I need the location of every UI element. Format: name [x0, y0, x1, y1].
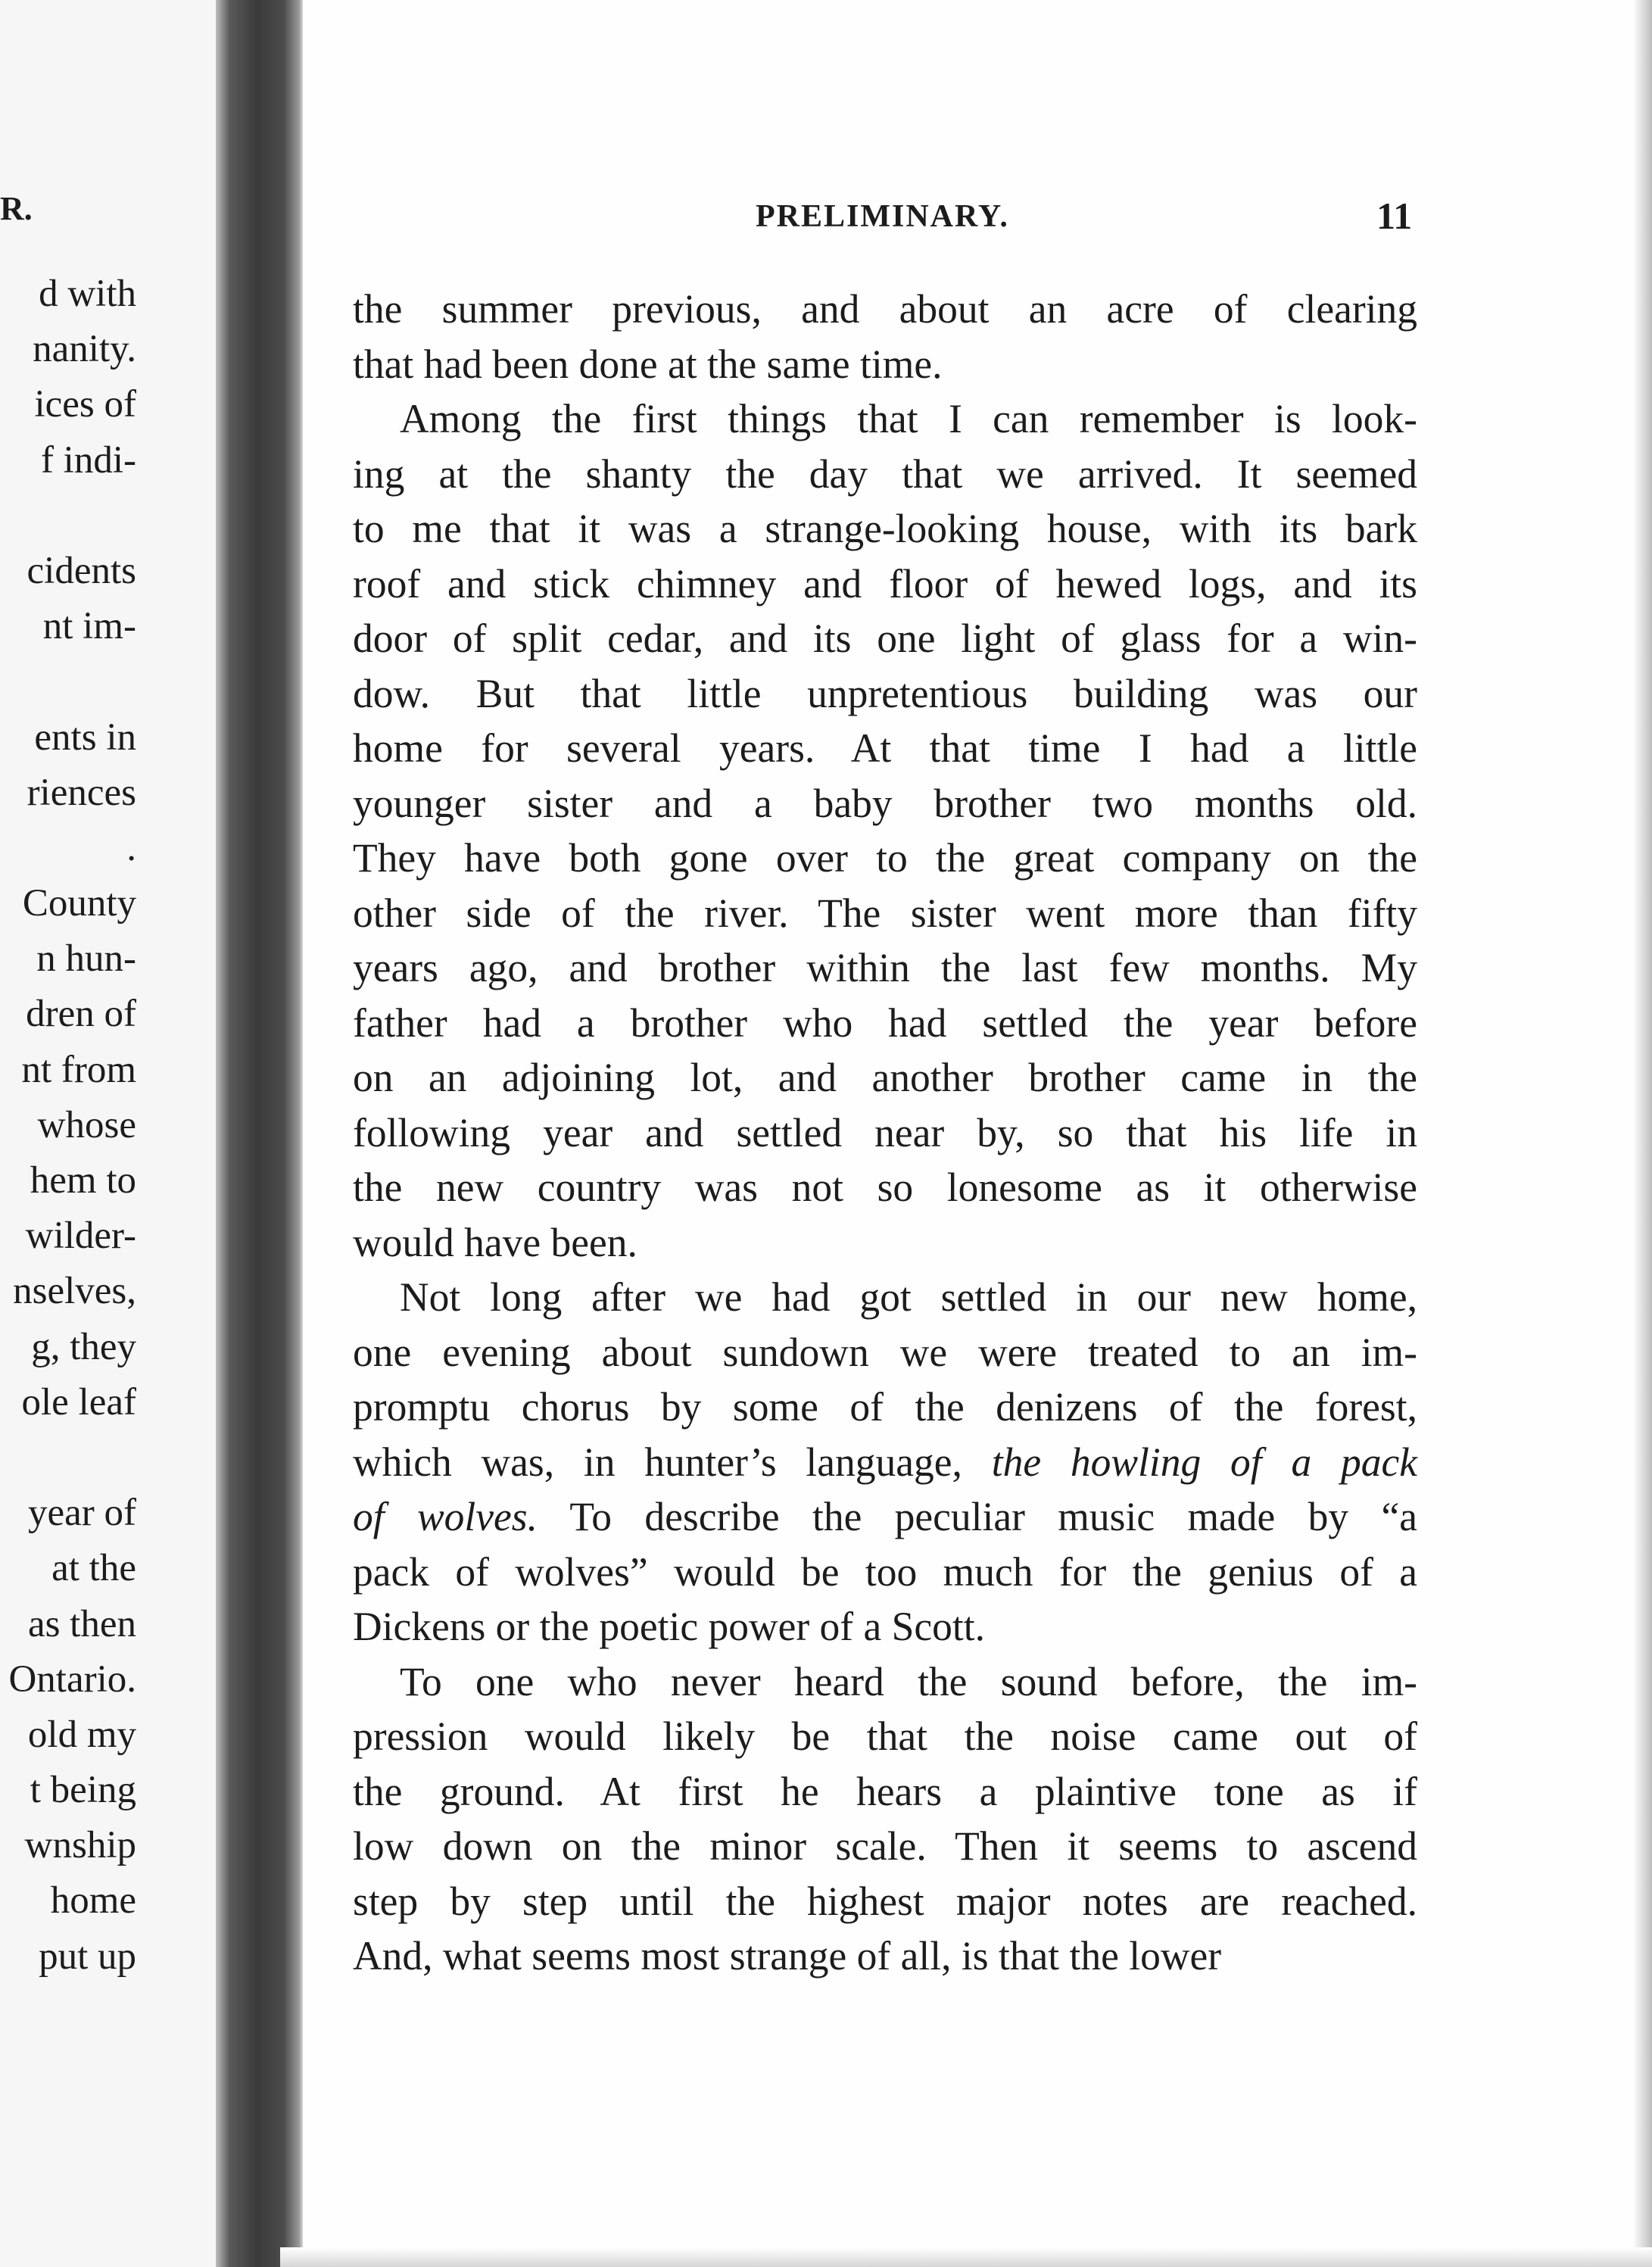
paragraph	[353, 1270, 1417, 1654]
left-page-line: g, they	[31, 1325, 136, 1368]
left-page-line: whose	[37, 1103, 136, 1146]
text-line: following year and settled near by, so that his life in	[353, 1109, 1417, 1155]
text-line: pack of wolves” would be too much for the genius of a	[353, 1548, 1417, 1595]
text-line: younger sister and a baby brother two months old.	[353, 780, 1417, 826]
text-line: pression would likely be that the noise came out of	[353, 1714, 1417, 1759]
text-line: step by step until the highest major notes are reached.	[353, 1878, 1417, 1924]
text-line: the new country was not so lonesome as it otherwise	[353, 1165, 1417, 1210]
left-page-line: ices of	[34, 383, 136, 426]
left-page-line	[0, 488, 136, 544]
book-gutter	[216, 0, 303, 2267]
left-page-line: n hun-	[36, 937, 136, 981]
left-page-text	[0, 267, 136, 1985]
text-line: Not long after we had got settled in our new home,	[400, 1274, 1417, 1320]
left-page-line: f indi-	[40, 438, 136, 482]
text-line: one evening about sundown we were treated to an im-	[353, 1329, 1417, 1375]
text-line: other side of the river. The sister went more than fifty	[353, 890, 1417, 936]
paragraph	[353, 391, 1417, 1270]
running-head: PRELIMINARY.	[756, 199, 1009, 234]
text-line: And, what seems most strange of all, is that the lower	[353, 1933, 1222, 1979]
text-line: roof and stick chimney and floor of hewed logs, and its	[353, 560, 1417, 607]
left-page-line: .	[126, 826, 136, 869]
page-bottom-shadow	[280, 2247, 1652, 2267]
text-line: low down on the minor scale. Then it seems to ascend	[353, 1823, 1417, 1869]
text-line: would have been.	[353, 1219, 637, 1265]
text-line: the summer previous, and about an acre of clearing	[353, 286, 1417, 332]
body-text	[353, 282, 1417, 1984]
left-page-line: nselves,	[13, 1270, 136, 1313]
left-page-line: nt from	[21, 1048, 136, 1091]
page-edge-shadow	[1632, 0, 1652, 2267]
left-page-line: at the	[51, 1547, 136, 1590]
left-page-line: wnship	[24, 1824, 136, 1867]
left-page-line: nt im-	[42, 605, 136, 648]
left-page-line	[0, 1430, 136, 1486]
text-line: years ago, and brother within the last few months. My	[353, 945, 1417, 990]
paragraph	[353, 1654, 1417, 1984]
text-line: To one who never heard the sound before, the im-	[400, 1658, 1417, 1704]
left-page-line: year of	[28, 1492, 136, 1535]
left-page-line: cidents	[26, 549, 136, 592]
left-page-line: County	[22, 882, 136, 925]
left-page-header-fragment: R.	[0, 190, 33, 227]
left-page-line: nanity.	[33, 328, 136, 371]
left-page-line: home	[50, 1879, 136, 1922]
left-page-line: old my	[27, 1713, 136, 1756]
left-page-line: t being	[30, 1769, 136, 1812]
left-page-line: d with	[39, 273, 136, 315]
left-page	[0, 0, 221, 2267]
text-line: home for several years. At that time I had a little	[353, 725, 1417, 771]
left-page-line: ole leaf	[21, 1380, 136, 1424]
left-page-line	[0, 654, 136, 709]
text-line: which was, in hunter’s language, the howling of a pack	[353, 1439, 1417, 1485]
left-page-line: as then	[27, 1602, 136, 1645]
left-page-line: put up	[39, 1935, 136, 1978]
left-page-line: riences	[26, 771, 136, 814]
text-line: Dickens or the poetic power of a Scott.	[353, 1604, 985, 1649]
text-line: to me that it was a strange-looking house, with its bark	[353, 506, 1417, 551]
text-line: the ground. At first he hears a plaintive tone as if	[353, 1768, 1417, 1814]
left-page-line: wilder-	[25, 1215, 136, 1258]
paragraph	[353, 282, 1417, 391]
left-page-line: hem to	[30, 1159, 136, 1202]
text-line: promptu chorus by some of the denizens of the forest,	[353, 1384, 1417, 1430]
page-number: 11	[1376, 195, 1413, 237]
text-line: on an adjoining lot, and another brother came in the	[353, 1055, 1417, 1100]
left-page-line: ents in	[34, 716, 136, 759]
text-line: Among the first things that I can remember is look-	[400, 396, 1417, 441]
text-line: ing at the shanty the day that we arrived. It seemed	[353, 451, 1417, 497]
text-line: father had a brother who had settled the year before	[353, 999, 1417, 1046]
text-line: dow. But that little unpretentious building was our	[353, 670, 1417, 716]
left-page-line: Ontario.	[8, 1657, 136, 1701]
text-line: that had been done at the same time.	[353, 341, 943, 387]
text-line: door of split cedar, and its one light of glass for a win-	[353, 616, 1417, 661]
text-line: of wolves. To describe the peculiar music made by “a	[353, 1494, 1417, 1539]
text-line: They have both gone over to the great company on the	[353, 835, 1417, 881]
left-page-line: dren of	[26, 993, 136, 1036]
